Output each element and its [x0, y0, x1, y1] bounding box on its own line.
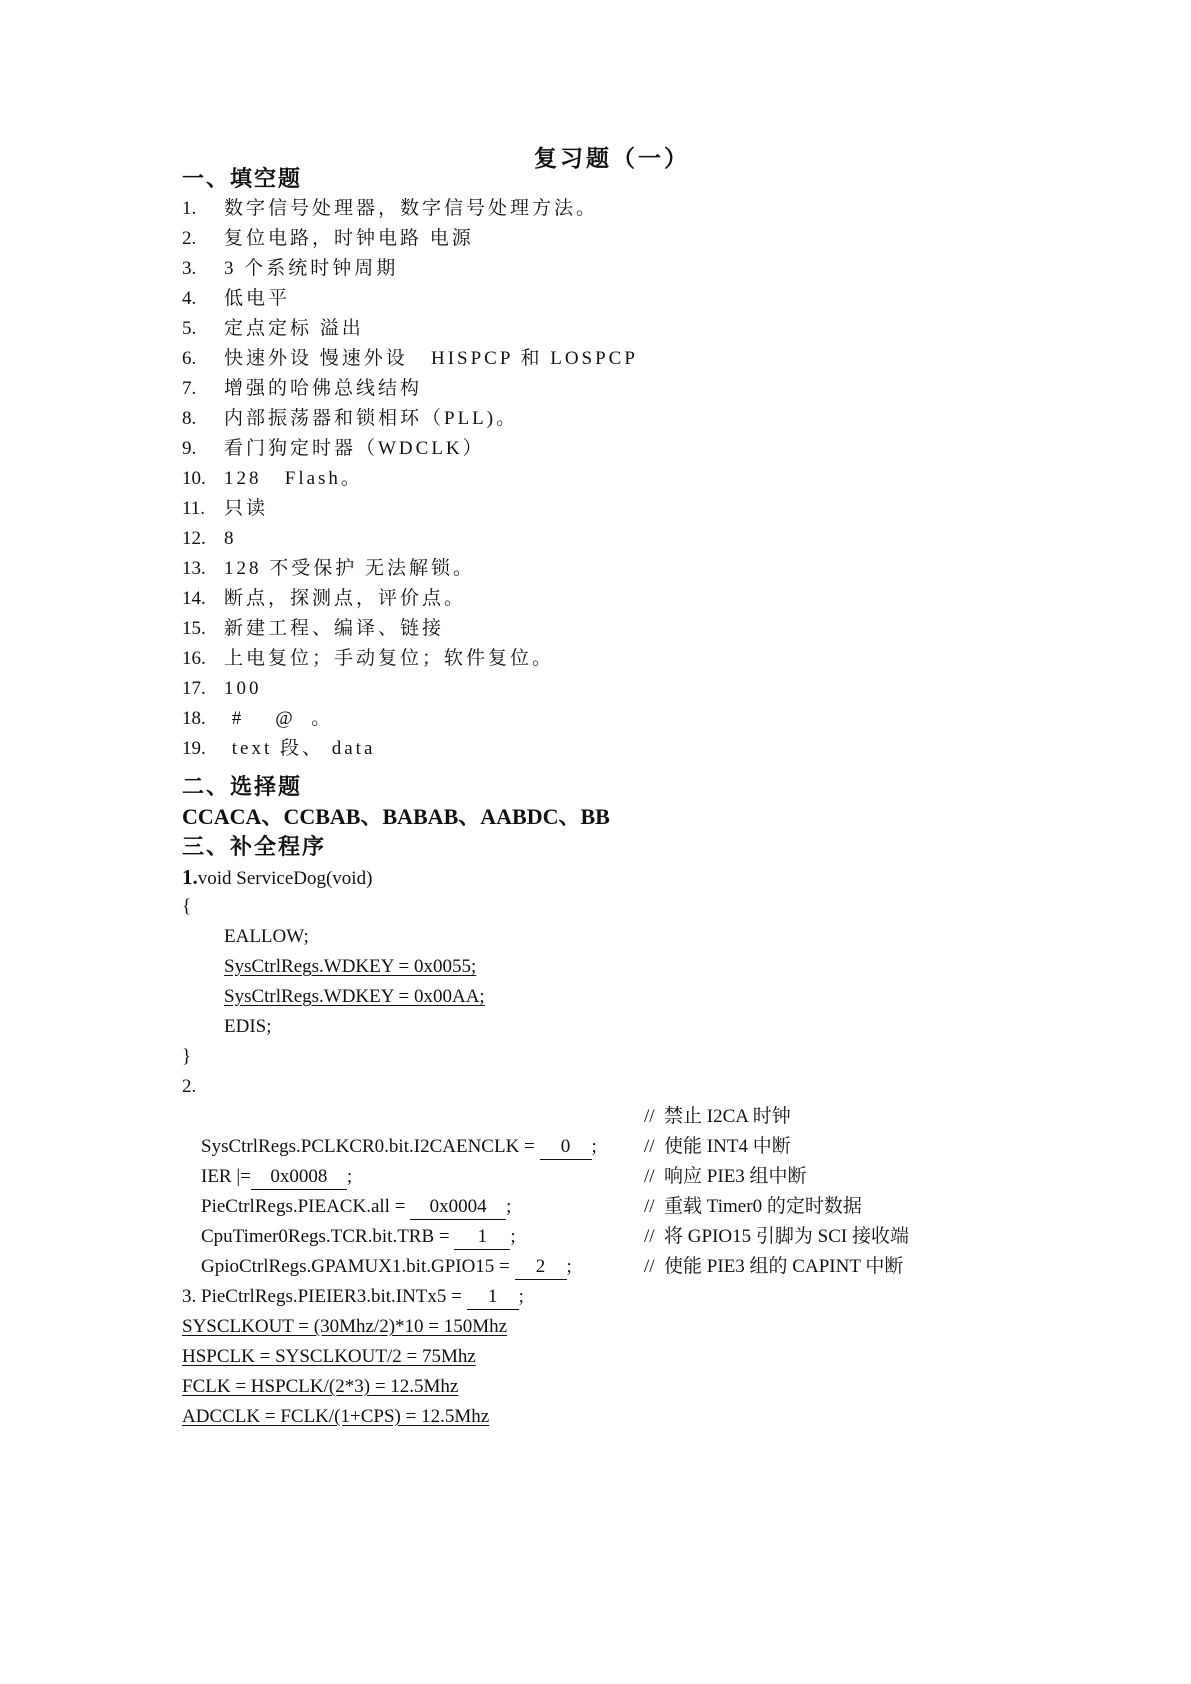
fill-in-item [182, 494, 268, 524]
item-answer: 新建工程、编译、链接 [224, 618, 445, 639]
q2-row [182, 1192, 516, 1247]
item-number: 19. [182, 738, 206, 759]
q2-blank-answer: 2 [515, 1255, 567, 1280]
item-answer: 只读 [224, 498, 269, 519]
q3-formula-line: HSPCLK = SYSCLKOUT/2 = 75Mhz [182, 1346, 476, 1367]
item-answer: 复位电路，时钟电路 电源 [224, 228, 474, 249]
q2-blank-answer: 1 [454, 1225, 510, 1250]
item-answer: 断点，探测点，评价点。 [224, 588, 467, 609]
q2-comment: // 将 GPIO15 引脚为 SCI 接收端 [644, 1226, 909, 1247]
q2-row [182, 1252, 524, 1307]
item-number: 14. [182, 588, 206, 609]
q1-close-brace: } [182, 1046, 192, 1067]
item-number: 9. [182, 438, 197, 459]
q2-blank-answer: 0x0004 [410, 1195, 506, 1220]
item-answer: 128 不受保护 无法解锁。 [224, 558, 476, 579]
q2-semicolon: ; [506, 1196, 512, 1217]
fill-in-item [182, 524, 237, 554]
item-answer: text 段、 data [224, 738, 376, 759]
q2-row [182, 1132, 353, 1187]
fill-in-item [182, 734, 375, 764]
fill-in-item [182, 284, 290, 314]
q2-semicolon: ; [566, 1256, 572, 1277]
item-number: 13. [182, 558, 206, 579]
q2-comment: // 禁止 I2CA 时钟 [644, 1106, 791, 1127]
q2-comment: // 使能 PIE3 组的 CAPINT 中断 [644, 1256, 904, 1277]
fill-in-item [182, 404, 518, 434]
q2-comment: // 重载 Timer0 的定时数据 [644, 1196, 862, 1217]
q1-open-brace: { [182, 896, 192, 917]
item-number: 7. [182, 378, 197, 399]
fill-in-item [182, 614, 444, 644]
item-answer: 100 [224, 678, 262, 699]
item-answer: 快速外设 慢速外设 HISPCP 和 LOSPCP [224, 348, 638, 369]
fill-in-item [182, 704, 333, 734]
item-answer: 8 [224, 528, 237, 549]
item-number: 2. [182, 228, 197, 249]
section3-heading: 三、补全程序 [182, 834, 327, 859]
q2-label: 2. [182, 1076, 197, 1097]
q3-formula-line: FCLK = HSPCLK/(2*3) = 12.5Mhz [182, 1376, 459, 1397]
q2-blank-answer: 0x0008 [251, 1165, 347, 1190]
q2-code: CpuTimer0Regs.TCR.bit.TRB = [201, 1226, 455, 1247]
fill-in-item [182, 254, 398, 284]
fill-in-item [182, 644, 554, 674]
choice-answers: CCACA、CCBAB、BABAB、AABDC、BB [182, 804, 610, 829]
q2-comment: // 使能 INT4 中断 [644, 1136, 791, 1157]
fill-in-item [182, 314, 364, 344]
q2-code: SysCtrlRegs.PCLKCR0.bit.I2CAENCLK = [201, 1136, 540, 1157]
item-number: 18. [182, 708, 206, 729]
section2-heading: 二、选择题 [182, 774, 303, 799]
item-answer: 数字信号处理器，数字信号处理方法。 [224, 198, 599, 219]
q1-code-line-answer: SysCtrlRegs.WDKEY = 0x00AA; [224, 986, 485, 1007]
fill-in-item [182, 194, 598, 224]
item-number: 11. [182, 498, 206, 519]
q2-comment: // 响应 PIE3 组中断 [644, 1166, 807, 1187]
q3-formula-line: ADCCLK = FCLK/(1+CPS) = 12.5Mhz [182, 1406, 490, 1427]
fill-in-item [182, 434, 485, 464]
item-number: 1. [182, 198, 197, 219]
q2-semicolon: ; [346, 1166, 353, 1187]
q2-blank-answer: 1 [467, 1285, 519, 1310]
q2-row [182, 1162, 512, 1217]
item-number: 3. [182, 258, 197, 279]
q1-signature-line [182, 862, 372, 892]
fill-in-item [182, 344, 638, 374]
q3-formula-line: SYSCLKOUT = (30Mhz/2)*10 = 150Mhz [182, 1316, 508, 1337]
item-number: 8. [182, 408, 197, 429]
q2-semicolon: ; [510, 1226, 516, 1247]
q2-row [182, 1102, 597, 1157]
fill-in-item [182, 224, 474, 254]
fill-in-item [182, 554, 475, 584]
fill-in-item [182, 374, 422, 404]
item-answer: 3 个系统时钟周期 [224, 258, 399, 279]
q2-semicolon: ; [591, 1136, 597, 1157]
item-answer: 低电平 [224, 288, 291, 309]
fill-in-item [182, 674, 262, 704]
q1-code-line: EDIS; [224, 1016, 272, 1037]
q1-signature: void ServiceDog(void) [197, 868, 373, 889]
item-answer: # @ 。 [224, 708, 334, 729]
q2-blank-answer: 0 [540, 1135, 592, 1160]
q1-label: 1. [182, 865, 198, 889]
section1-heading: 一、填空题 [182, 166, 303, 191]
item-number: 5. [182, 318, 197, 339]
item-number: 12. [182, 528, 206, 549]
item-number: 4. [182, 288, 197, 309]
item-answer: 增强的哈佛总线结构 [224, 378, 423, 399]
item-answer: 128 Flash。 [224, 468, 363, 489]
item-number: 15. [182, 618, 206, 639]
fill-in-item [182, 584, 466, 614]
item-number: 10. [182, 468, 206, 489]
item-answer: 定点定标 溢出 [224, 318, 364, 339]
q1-code-line-answer: SysCtrlRegs.WDKEY = 0x0055; [224, 956, 477, 977]
item-number: 17. [182, 678, 206, 699]
item-number: 16. [182, 648, 206, 669]
q2-row [182, 1222, 572, 1277]
q1-code-line: EALLOW; [224, 926, 309, 947]
item-answer: 上电复位；手动复位；软件复位。 [224, 648, 555, 669]
item-answer: 看门狗定时器（WDCLK） [224, 438, 485, 459]
item-number: 6. [182, 348, 197, 369]
fill-in-item [182, 464, 363, 494]
q2-code: GpioCtrlRegs.GPAMUX1.bit.GPIO15 = [201, 1256, 515, 1277]
q2-code: PieCtrlRegs.PIEACK.all = [201, 1196, 411, 1217]
q3-label: 3. [182, 1286, 197, 1307]
document-title: 复习题（一） [534, 146, 690, 171]
q2-code: IER |= [201, 1166, 251, 1187]
q2-code: PieCtrlRegs.PIEIER3.bit.INTx5 = [201, 1286, 467, 1307]
q2-semicolon: ; [518, 1286, 524, 1307]
item-answer: 内部振荡器和锁相环（PLL)。 [224, 408, 519, 429]
